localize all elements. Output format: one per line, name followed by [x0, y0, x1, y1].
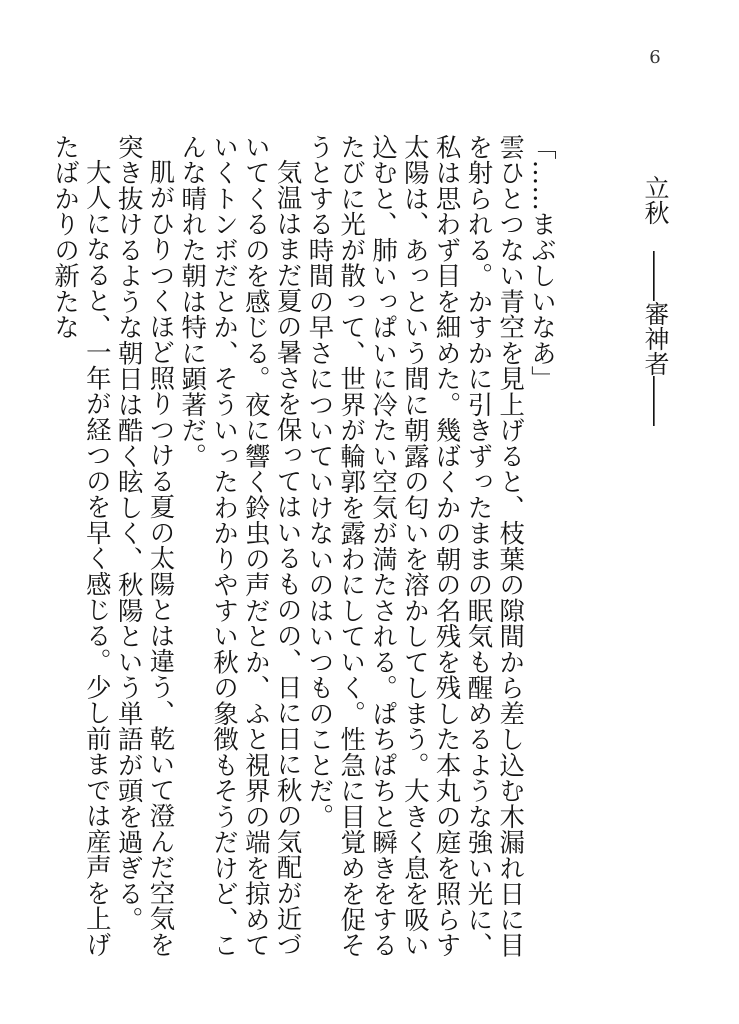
paragraph: 「……まぶしいなあ」 [528, 134, 558, 392]
chapter-dash-open: ―― [641, 251, 670, 301]
chapter-dash-close: ―― [641, 376, 670, 426]
paragraph: 雲ひとつない青空を見上げると、枝葉の隙間から差し込む木漏れ日に目を射られる。かすかに引きずったままの眠気も醒めるような強い光に、私は思わず目を細めた。幾ばくかの朝の名残を残した本丸の庭を照らす太陽は、あっという間に朝露の匂いを溶かしてしまう。大きく息を吸い込むと、肺いっぱいに冷たい空気が満たされる。ぱちぱちと瞬きをするたびに光が散って、世界が輪郭を露わにしていく。性急に目覚めを促そうとする時間の早さについていけないのはいつものことだ。 [305, 134, 527, 958]
paragraph: 大人になると、一年が経つのを早く感じる。少し前までは産声を上げたばかりの新たな [51, 134, 113, 958]
body-text [51, 134, 558, 974]
paragraph: 気温はまだ夏の暑さを保ってはいるものの、日に日に秋の気配が近づいてくるのを感じる。夜に響く鈴虫の声だとか、ふと視界の端を掠めていくトンボだとか、そういったわかりやすい秋の象徴もそうだけど、こんな晴れた朝は特に顕著だ。 [178, 134, 304, 958]
page-number: 6 [649, 47, 661, 68]
paragraph: 肌がひりつくほど照りつける夏の太陽とは違う、乾いて澄んだ空気を突き抜けるような朝日は酷く眩しく、秋陽という単語が頭を過ぎる。 [114, 134, 177, 958]
chapter-title [637, 175, 673, 426]
chapter-season: 立秋 [641, 175, 670, 225]
chapter-subtitle: 審神者 [641, 301, 670, 376]
